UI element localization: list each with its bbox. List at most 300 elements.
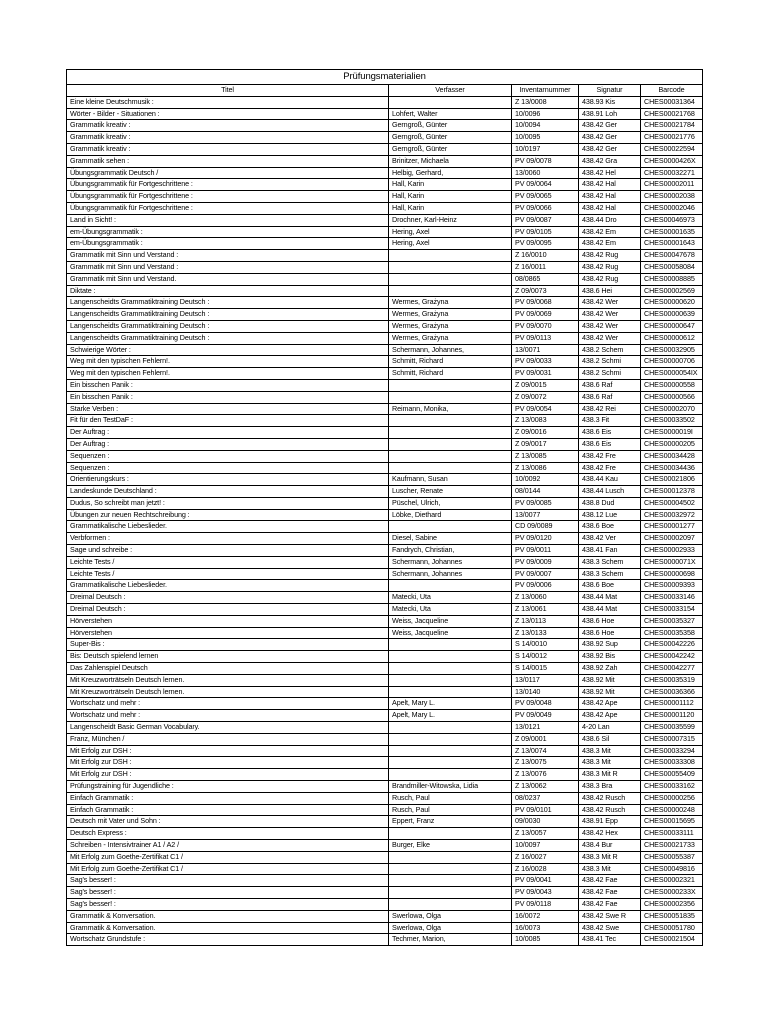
cell-verfasser: Burger, Elke	[389, 840, 512, 852]
cell-inventarnummer: PV 09/0101	[512, 804, 579, 816]
cell-titel: Grammatikalische Liebeslieder.	[67, 580, 389, 592]
cell-titel: Einfach Grammatik :	[67, 792, 389, 804]
cell-barcode: CHES00001112	[641, 698, 703, 710]
cell-inventarnummer: Z 09/0072	[512, 391, 579, 403]
cell-titel: Dreimal Deutsch :	[67, 592, 389, 604]
cell-signatur: 438.6 Boe	[579, 521, 641, 533]
cell-signatur: 438.6 Raf	[579, 379, 641, 391]
cell-verfasser	[389, 273, 512, 285]
cell-inventarnummer: 10/0197	[512, 143, 579, 155]
cell-signatur: 438.12 Lue	[579, 509, 641, 521]
cell-barcode: CHES00001277	[641, 521, 703, 533]
table-row	[67, 698, 703, 710]
cell-titel: Weg mit den typischen Fehlern!.	[67, 356, 389, 368]
cell-verfasser: Luscher, Renate	[389, 486, 512, 498]
cell-titel: Mit Erfolg zum Goethe-Zertifikat C1 /	[67, 863, 389, 875]
table-body	[67, 96, 703, 945]
cell-inventarnummer: 16/0072	[512, 910, 579, 922]
cell-barcode: CHES00047678	[641, 250, 703, 262]
cell-verfasser: Hall, Karin	[389, 202, 512, 214]
cell-verfasser: Lohfert, Walter	[389, 108, 512, 120]
cell-inventarnummer: Z 16/0010	[512, 250, 579, 262]
cell-signatur: 438.42 Wer	[579, 332, 641, 344]
cell-inventarnummer: PV 09/0064	[512, 179, 579, 191]
cell-barcode: CHES00033111	[641, 828, 703, 840]
cell-inventarnummer: 09/0030	[512, 816, 579, 828]
cell-barcode: CHES0000233X	[641, 887, 703, 899]
cell-barcode: CHES00009393	[641, 580, 703, 592]
cell-verfasser: Wermes, Grażyna	[389, 320, 512, 332]
cell-verfasser: Eppert, Franz	[389, 816, 512, 828]
table-row	[67, 379, 703, 391]
cell-inventarnummer: S 14/0010	[512, 639, 579, 651]
cell-titel: Wortschatz Grundstufe :	[67, 934, 389, 946]
cell-barcode: CHES00000566	[641, 391, 703, 403]
cell-barcode: CHES00042277	[641, 663, 703, 675]
cell-inventarnummer: 13/0117	[512, 674, 579, 686]
cell-barcode: CHES00021806	[641, 474, 703, 486]
table-row	[67, 415, 703, 427]
table-row	[67, 120, 703, 132]
cell-barcode: CHES0000071X	[641, 556, 703, 568]
table-row	[67, 887, 703, 899]
cell-barcode: CHES00035358	[641, 627, 703, 639]
table-row	[67, 191, 703, 203]
cell-inventarnummer: Z 13/0083	[512, 415, 579, 427]
table-row	[67, 781, 703, 793]
cell-verfasser	[389, 887, 512, 899]
cell-signatur: 438.3 Bra	[579, 781, 641, 793]
header-row	[67, 85, 703, 97]
cell-verfasser: Kaufmann, Susan	[389, 474, 512, 486]
cell-signatur: 438.42 Fae	[579, 875, 641, 887]
cell-inventarnummer: Z 16/0028	[512, 863, 579, 875]
cell-verfasser	[389, 639, 512, 651]
cell-verfasser: Wermes, Grażyna	[389, 309, 512, 321]
cell-barcode: CHES00002070	[641, 403, 703, 415]
cell-inventarnummer: 10/0092	[512, 474, 579, 486]
cell-barcode: CHES00032905	[641, 344, 703, 356]
cell-barcode: CHES00021784	[641, 120, 703, 132]
cell-signatur: 438.42 Ape	[579, 710, 641, 722]
cell-verfasser	[389, 828, 512, 840]
table-row	[67, 273, 703, 285]
cell-titel: Grammatik mit Sinn und Verstand :	[67, 261, 389, 273]
cell-signatur: 438.42 Rusch	[579, 804, 641, 816]
cell-barcode: CHES00033154	[641, 604, 703, 616]
cell-inventarnummer: Z 13/0060	[512, 592, 579, 604]
cell-signatur: 438.42 Rug	[579, 261, 641, 273]
cell-titel: Sequenzen :	[67, 450, 389, 462]
cell-barcode: CHES00035319	[641, 674, 703, 686]
cell-signatur: 438.92 Mit	[579, 674, 641, 686]
table-row	[67, 226, 703, 238]
table-row	[67, 309, 703, 321]
cell-inventarnummer: 13/0077	[512, 509, 579, 521]
cell-verfasser: Weiss, Jacqueline	[389, 615, 512, 627]
cell-barcode: CHES00034428	[641, 450, 703, 462]
cell-titel: Grammatik kreativ :	[67, 120, 389, 132]
cell-verfasser	[389, 415, 512, 427]
cell-verfasser	[389, 580, 512, 592]
table-row	[67, 686, 703, 698]
table-row	[67, 568, 703, 580]
cell-barcode: CHES00032271	[641, 167, 703, 179]
column-header-signatur: Signatur	[579, 85, 641, 97]
cell-inventarnummer: 13/0121	[512, 722, 579, 734]
table-row	[67, 710, 703, 722]
table-row	[67, 840, 703, 852]
cell-inventarnummer: 10/0085	[512, 934, 579, 946]
cell-barcode: CHES00046973	[641, 214, 703, 226]
cell-inventarnummer: PV 09/0011	[512, 545, 579, 557]
cell-barcode: CHES00021504	[641, 934, 703, 946]
cell-verfasser: Matecki, Uta	[389, 604, 512, 616]
cell-verfasser	[389, 427, 512, 439]
table-row	[67, 509, 703, 521]
cell-verfasser: Brandmiller-Witowska, Lidia	[389, 781, 512, 793]
table-row	[67, 615, 703, 627]
cell-barcode: CHES00000558	[641, 379, 703, 391]
cell-signatur: 438.42 Em	[579, 238, 641, 250]
cell-verfasser: Schmitt, Richard	[389, 356, 512, 368]
page-title: Prüfungsmaterialien	[67, 70, 703, 85]
table-row	[67, 391, 703, 403]
cell-inventarnummer: PV 09/0065	[512, 191, 579, 203]
cell-barcode: CHES0000426X	[641, 155, 703, 167]
cell-verfasser	[389, 686, 512, 698]
table-row	[67, 297, 703, 309]
cell-titel: Ein bisschen Panik :	[67, 379, 389, 391]
cell-titel: Schwierige Wörter :	[67, 344, 389, 356]
cell-inventarnummer: PV 09/0120	[512, 533, 579, 545]
table-row	[67, 934, 703, 946]
cell-inventarnummer: PV 09/0006	[512, 580, 579, 592]
cell-inventarnummer: 08/0237	[512, 792, 579, 804]
table-title-row	[67, 70, 703, 85]
table-row	[67, 356, 703, 368]
cell-barcode: CHES00033146	[641, 592, 703, 604]
table-row	[67, 132, 703, 144]
cell-barcode: CHES00021768	[641, 108, 703, 120]
cell-titel: Deutsch Express :	[67, 828, 389, 840]
cell-titel: Langenscheidt Basic German Vocabulary.	[67, 722, 389, 734]
table-row	[67, 592, 703, 604]
cell-inventarnummer: PV 09/0009	[512, 556, 579, 568]
cell-inventarnummer: S 14/0015	[512, 663, 579, 675]
cell-verfasser: Drochner, Karl-Heinz	[389, 214, 512, 226]
cell-verfasser: Gerngroß, Günter	[389, 120, 512, 132]
cell-inventarnummer: S 14/0012	[512, 651, 579, 663]
cell-verfasser	[389, 651, 512, 663]
cell-titel: Sag's besser! :	[67, 875, 389, 887]
cell-inventarnummer: 16/0073	[512, 922, 579, 934]
cell-signatur: 438.42 Rusch	[579, 792, 641, 804]
cell-verfasser	[389, 285, 512, 297]
cell-signatur: 438.42 Rug	[579, 273, 641, 285]
table-row	[67, 344, 703, 356]
table-row	[67, 108, 703, 120]
cell-barcode: CHES00000639	[641, 309, 703, 321]
cell-signatur: 438.42 Wer	[579, 309, 641, 321]
cell-signatur: 438.2 Schmi	[579, 356, 641, 368]
table-row	[67, 143, 703, 155]
cell-verfasser: Schermann, Johannes	[389, 568, 512, 580]
cell-titel: Fit für den TestDaF :	[67, 415, 389, 427]
cell-titel: Grammatik mit Sinn und Verstand.	[67, 273, 389, 285]
cell-barcode: CHES00000620	[641, 297, 703, 309]
cell-barcode: CHES00000698	[641, 568, 703, 580]
cell-signatur: 438.42 Fae	[579, 887, 641, 899]
cell-signatur: 438.44 Mat	[579, 604, 641, 616]
column-header-titel: Titel	[67, 85, 389, 97]
cell-signatur: 438.42 Ape	[579, 698, 641, 710]
cell-verfasser	[389, 722, 512, 734]
cell-inventarnummer: 10/0095	[512, 132, 579, 144]
cell-verfasser: Wermes, Grażyna	[389, 332, 512, 344]
cell-signatur: 438.42 Wer	[579, 297, 641, 309]
cell-titel: Sequenzen :	[67, 462, 389, 474]
cell-inventarnummer: PV 09/0033	[512, 356, 579, 368]
cell-inventarnummer: 13/0140	[512, 686, 579, 698]
cell-verfasser: Gerngroß, Günter	[389, 143, 512, 155]
cell-signatur: 438.6 Eis	[579, 427, 641, 439]
table-row	[67, 285, 703, 297]
cell-signatur: 438.42 Fre	[579, 462, 641, 474]
cell-signatur: 438.44 Mat	[579, 592, 641, 604]
cell-barcode: CHES00002011	[641, 179, 703, 191]
cell-verfasser	[389, 745, 512, 757]
cell-signatur: 438.6 Boe	[579, 580, 641, 592]
cell-signatur: 438.3 Mit R	[579, 769, 641, 781]
cell-inventarnummer: Z 13/0062	[512, 781, 579, 793]
table-row	[67, 639, 703, 651]
table-row	[67, 863, 703, 875]
column-header-verfasser: Verfasser	[389, 85, 512, 97]
table-row	[67, 828, 703, 840]
cell-inventarnummer: Z 09/0073	[512, 285, 579, 297]
cell-inventarnummer: PV 09/0007	[512, 568, 579, 580]
cell-verfasser: Brinitzer, Michaela	[389, 155, 512, 167]
cell-barcode: CHES0000054IX	[641, 368, 703, 380]
cell-barcode: CHES00008885	[641, 273, 703, 285]
cell-barcode: CHES00002046	[641, 202, 703, 214]
materials-sheet	[66, 69, 702, 946]
cell-titel: Hörverstehen	[67, 627, 389, 639]
cell-inventarnummer: Z 13/0061	[512, 604, 579, 616]
cell-barcode: CHES00000256	[641, 792, 703, 804]
cell-inventarnummer: PV 09/0054	[512, 403, 579, 415]
cell-barcode: CHES00051780	[641, 922, 703, 934]
cell-titel: Wortschatz und mehr :	[67, 710, 389, 722]
cell-signatur: 438.42 Fae	[579, 898, 641, 910]
cell-verfasser	[389, 379, 512, 391]
column-header-barcode: Barcode	[641, 85, 703, 97]
table-row	[67, 96, 703, 108]
cell-signatur: 438.91 Loh	[579, 108, 641, 120]
cell-barcode: CHES00012378	[641, 486, 703, 498]
table-row	[67, 674, 703, 686]
cell-titel: Grammatik kreativ :	[67, 132, 389, 144]
cell-titel: Dreimal Deutsch :	[67, 604, 389, 616]
cell-verfasser: Weiss, Jacqueline	[389, 627, 512, 639]
table-row	[67, 556, 703, 568]
cell-signatur: 438.42 Hex	[579, 828, 641, 840]
table-row	[67, 486, 703, 498]
cell-inventarnummer: Z 13/0057	[512, 828, 579, 840]
cell-inventarnummer: 08/0865	[512, 273, 579, 285]
table-row	[67, 898, 703, 910]
cell-titel: Sage und schreibe :	[67, 545, 389, 557]
cell-barcode: CHES00007315	[641, 733, 703, 745]
cell-titel: Grammatik & Konversation.	[67, 922, 389, 934]
cell-inventarnummer: 10/0094	[512, 120, 579, 132]
cell-barcode: CHES00000706	[641, 356, 703, 368]
cell-barcode: CHES00035599	[641, 722, 703, 734]
cell-verfasser: Hall, Karin	[389, 179, 512, 191]
cell-titel: Bis: Deutsch spielend lernen	[67, 651, 389, 663]
cell-inventarnummer: 08/0144	[512, 486, 579, 498]
cell-titel: Grammatik sehen :	[67, 155, 389, 167]
cell-inventarnummer: PV 09/0087	[512, 214, 579, 226]
cell-inventarnummer: CD 09/0089	[512, 521, 579, 533]
cell-inventarnummer: Z 09/0001	[512, 733, 579, 745]
cell-verfasser	[389, 96, 512, 108]
cell-verfasser: Apelt, Mary L.	[389, 710, 512, 722]
cell-barcode: CHES00015695	[641, 816, 703, 828]
cell-verfasser	[389, 521, 512, 533]
cell-barcode: CHES00032972	[641, 509, 703, 521]
table-row	[67, 332, 703, 344]
cell-titel: Mit Erfolg zur DSH :	[67, 769, 389, 781]
cell-verfasser: Reimann, Monika,	[389, 403, 512, 415]
table-row	[67, 663, 703, 675]
table-row	[67, 792, 703, 804]
cell-signatur: 438.42 Swe	[579, 922, 641, 934]
cell-titel: Verbformen :	[67, 533, 389, 545]
cell-titel: Langenscheidts Grammatiktraining Deutsch :	[67, 309, 389, 321]
cell-verfasser: Schmitt, Richard	[389, 368, 512, 380]
cell-signatur: 438.3 Schem	[579, 568, 641, 580]
table-row	[67, 627, 703, 639]
cell-signatur: 438.92 Mit	[579, 686, 641, 698]
cell-signatur: 438.3 Mit	[579, 757, 641, 769]
cell-signatur: 438.93 Kis	[579, 96, 641, 108]
cell-signatur: 438.44 Lusch	[579, 486, 641, 498]
cell-verfasser: Helbig, Gerhard,	[389, 167, 512, 179]
table-row	[67, 179, 703, 191]
cell-barcode: CHES00031364	[641, 96, 703, 108]
cell-barcode: CHES00004502	[641, 497, 703, 509]
cell-barcode: CHES00002321	[641, 875, 703, 887]
cell-signatur: 438.42 Ger	[579, 120, 641, 132]
cell-inventarnummer: Z 09/0017	[512, 438, 579, 450]
cell-signatur: 438.42 Rei	[579, 403, 641, 415]
table-row	[67, 450, 703, 462]
cell-inventarnummer: 13/0071	[512, 344, 579, 356]
cell-signatur: 438.41 Fan	[579, 545, 641, 557]
cell-inventarnummer: Z 13/0085	[512, 450, 579, 462]
cell-verfasser: Hering, Axel	[389, 238, 512, 250]
cell-barcode: CHES00021776	[641, 132, 703, 144]
cell-inventarnummer: Z 09/0016	[512, 427, 579, 439]
cell-titel: Wörter - Bilder - Situationen :	[67, 108, 389, 120]
cell-barcode: CHES00033308	[641, 757, 703, 769]
cell-barcode: CHES00002097	[641, 533, 703, 545]
cell-verfasser: Apelt, Mary L.	[389, 698, 512, 710]
cell-titel: Übungsgrammatik für Fortgeschrittene :	[67, 202, 389, 214]
cell-verfasser: Schermann, Johannes	[389, 556, 512, 568]
cell-inventarnummer: PV 09/0095	[512, 238, 579, 250]
cell-barcode: CHES00036366	[641, 686, 703, 698]
table-row	[67, 238, 703, 250]
cell-titel: Übungsgrammatik Deutsch /	[67, 167, 389, 179]
cell-signatur: 438.6 Sil	[579, 733, 641, 745]
table-row	[67, 651, 703, 663]
cell-inventarnummer: Z 16/0011	[512, 261, 579, 273]
table-row	[67, 745, 703, 757]
cell-titel: em-Übungsgrammatik :	[67, 238, 389, 250]
cell-inventarnummer: 13/0060	[512, 167, 579, 179]
cell-barcode: CHES00034436	[641, 462, 703, 474]
cell-verfasser	[389, 851, 512, 863]
table-row	[67, 757, 703, 769]
cell-verfasser: Gerngroß, Günter	[389, 132, 512, 144]
cell-signatur: 438.42 Hal	[579, 179, 641, 191]
table-row	[67, 545, 703, 557]
cell-verfasser: Fandrych, Christian,	[389, 545, 512, 557]
cell-titel: Starke Verben :	[67, 403, 389, 415]
cell-barcode: CHES00042226	[641, 639, 703, 651]
cell-titel: Mit Erfolg zum Goethe-Zertifikat C1 /	[67, 851, 389, 863]
cell-verfasser: Püschel, Ulrich,	[389, 497, 512, 509]
cell-inventarnummer: Z 13/0074	[512, 745, 579, 757]
cell-barcode: CHES00033294	[641, 745, 703, 757]
cell-barcode: CHES00049816	[641, 863, 703, 875]
cell-signatur: 438.6 Hei	[579, 285, 641, 297]
cell-inventarnummer: Z 13/0113	[512, 615, 579, 627]
table-row	[67, 202, 703, 214]
cell-titel: Wortschatz und mehr :	[67, 698, 389, 710]
cell-signatur: 438.92 Zah	[579, 663, 641, 675]
cell-inventarnummer: Z 13/0133	[512, 627, 579, 639]
cell-signatur: 438.42 Swe R	[579, 910, 641, 922]
table-row	[67, 261, 703, 273]
cell-titel: Mit Kreuzworträtseln Deutsch lernen.	[67, 674, 389, 686]
cell-verfasser	[389, 898, 512, 910]
cell-signatur: 4-20 Lan	[579, 722, 641, 734]
cell-verfasser	[389, 261, 512, 273]
cell-barcode: CHES00002038	[641, 191, 703, 203]
table-row	[67, 804, 703, 816]
cell-inventarnummer: Z 13/0086	[512, 462, 579, 474]
cell-verfasser	[389, 769, 512, 781]
cell-barcode: CHES00000205	[641, 438, 703, 450]
cell-barcode: CHES00055387	[641, 851, 703, 863]
cell-titel: Grammatikalische Liebeslieder.	[67, 521, 389, 533]
cell-inventarnummer: PV 09/0118	[512, 898, 579, 910]
cell-inventarnummer: PV 09/0070	[512, 320, 579, 332]
cell-signatur: 438.42 Hal	[579, 191, 641, 203]
cell-titel: Prüfungstraining für Jugendliche :	[67, 781, 389, 793]
table-row	[67, 769, 703, 781]
cell-titel: Mit Erfolg zur DSH :	[67, 745, 389, 757]
table-row	[67, 214, 703, 226]
cell-titel: Sag's besser! :	[67, 887, 389, 899]
cell-barcode: CHES00001643	[641, 238, 703, 250]
cell-signatur: 438.6 Hoe	[579, 615, 641, 627]
cell-signatur: 438.6 Hoe	[579, 627, 641, 639]
